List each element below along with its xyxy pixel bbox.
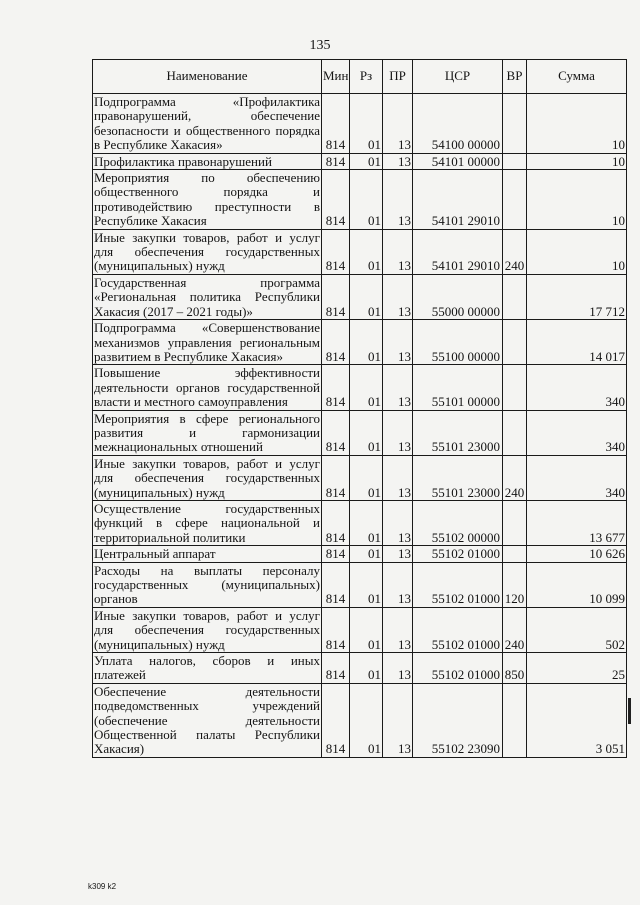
cell-name: Расходы на выплаты персоналу государственных (муниципальных) органов xyxy=(94,562,320,607)
cell-min: 814 xyxy=(322,153,350,169)
cell-sum: 340 xyxy=(527,455,627,500)
cell-name: Мероприятия в сфере регионального развития и гармонизации межнациональных отношений xyxy=(94,410,320,455)
cell-pr: 13 xyxy=(383,683,413,757)
cell-pr: 13 xyxy=(383,94,413,154)
cell-rz: 01 xyxy=(350,653,383,684)
cell-min: 814 xyxy=(322,365,350,410)
cell-sum: 502 xyxy=(527,607,627,652)
table-row xyxy=(93,607,627,652)
cell-min: 814 xyxy=(322,170,350,230)
cell-name: Повышение эффективности деятельности органов государственной власти и местного самоуправления xyxy=(94,365,320,410)
cell-sum: 10 xyxy=(527,229,627,274)
cell-csr: 55101 23000 xyxy=(413,410,503,455)
table-row xyxy=(93,94,627,154)
cell-pr: 13 xyxy=(383,607,413,652)
table-row xyxy=(93,546,627,562)
cell-pr: 13 xyxy=(383,320,413,365)
cell-vr xyxy=(503,683,527,757)
cell-vr: 120 xyxy=(503,562,527,607)
cell-name: Центральный аппарат xyxy=(93,546,322,562)
scan-mark xyxy=(628,698,631,724)
cell-vr xyxy=(503,410,527,455)
cell-rz: 01 xyxy=(350,607,383,652)
cell-rz: 01 xyxy=(350,365,383,410)
cell-pr: 13 xyxy=(383,365,413,410)
cell-min: 814 xyxy=(322,500,350,545)
cell-pr: 13 xyxy=(383,500,413,545)
cell-sum: 340 xyxy=(527,365,627,410)
cell-rz: 01 xyxy=(350,410,383,455)
cell-min: 814 xyxy=(322,607,350,652)
cell-name: Государственная программа «Региональная политика Республики Хакасия (2017 – 2021 годы)» xyxy=(94,274,320,319)
cell-csr: 55101 00000 xyxy=(413,365,503,410)
cell-csr: 55101 23000 xyxy=(413,455,503,500)
page-number: 135 xyxy=(309,38,331,53)
cell-vr xyxy=(503,274,527,319)
cell-pr: 13 xyxy=(383,562,413,607)
cell-csr: 54100 00000 xyxy=(413,94,503,154)
cell-sum: 10 626 xyxy=(527,546,627,562)
cell-min: 814 xyxy=(322,653,350,684)
cell-rz: 01 xyxy=(350,170,383,230)
cell-sum: 10 099 xyxy=(527,562,627,607)
table-row xyxy=(93,274,627,319)
cell-csr: 55102 01000 xyxy=(413,653,503,684)
cell-csr: 55102 01000 xyxy=(413,546,503,562)
cell-rz: 01 xyxy=(350,546,383,562)
cell-sum: 10 xyxy=(527,153,627,169)
cell-rz: 01 xyxy=(350,153,383,169)
cell-sum: 10 xyxy=(527,170,627,230)
header-vr: ВР xyxy=(503,60,527,94)
cell-sum: 10 xyxy=(527,94,627,154)
cell-csr: 54101 29010 xyxy=(413,170,503,230)
footer-code: k309 k2 xyxy=(88,882,117,891)
cell-pr: 13 xyxy=(383,410,413,455)
cell-name: Иные закупки товаров, работ и услуг для обеспечения государственных (муниципальных) нужд xyxy=(94,607,320,652)
table-row xyxy=(93,153,627,169)
cell-pr: 13 xyxy=(383,653,413,684)
header-sum: Сумма xyxy=(527,60,627,94)
cell-rz: 01 xyxy=(350,562,383,607)
cell-min: 814 xyxy=(322,562,350,607)
header-rz: Рз xyxy=(350,60,383,94)
cell-min: 814 xyxy=(322,546,350,562)
cell-name: Иные закупки товаров, работ и услуг для обеспечения государственных (муниципальных) нужд xyxy=(94,229,320,274)
table-row xyxy=(93,170,627,230)
cell-rz: 01 xyxy=(350,94,383,154)
cell-pr: 13 xyxy=(383,274,413,319)
table-row xyxy=(93,229,627,274)
cell-csr: 55102 00000 xyxy=(413,500,503,545)
cell-min: 814 xyxy=(322,94,350,154)
cell-pr: 13 xyxy=(383,455,413,500)
budget-table xyxy=(92,59,627,758)
table-header-row xyxy=(93,60,627,94)
cell-vr xyxy=(503,170,527,230)
cell-name: Уплата налогов, сборов и иных платежей xyxy=(94,653,320,683)
cell-sum: 17 712 xyxy=(527,274,627,319)
cell-name: Иные закупки товаров, работ и услуг для обеспечения государственных (муниципальных) нужд xyxy=(94,455,320,500)
cell-pr: 13 xyxy=(383,170,413,230)
table-row xyxy=(93,562,627,607)
cell-vr: 240 xyxy=(503,607,527,652)
header-csr: ЦСР xyxy=(413,60,503,94)
cell-vr xyxy=(503,320,527,365)
cell-vr xyxy=(503,94,527,154)
cell-vr xyxy=(503,546,527,562)
cell-rz: 01 xyxy=(350,320,383,365)
cell-pr: 13 xyxy=(383,153,413,169)
cell-csr: 55100 00000 xyxy=(413,320,503,365)
cell-csr: 55102 01000 xyxy=(413,562,503,607)
cell-min: 814 xyxy=(322,229,350,274)
cell-rz: 01 xyxy=(350,455,383,500)
table-row xyxy=(93,683,627,757)
table-row xyxy=(93,365,627,410)
cell-name: Подпрограмма «Совершенствование механизмов управления региональным развитием в Республике Хакасия» xyxy=(94,320,320,364)
cell-pr: 13 xyxy=(383,229,413,274)
cell-min: 814 xyxy=(322,455,350,500)
cell-rz: 01 xyxy=(350,500,383,545)
cell-vr: 850 xyxy=(503,653,527,684)
header-pr: ПР xyxy=(383,60,413,94)
cell-min: 814 xyxy=(322,683,350,757)
cell-vr xyxy=(503,500,527,545)
cell-csr: 55102 23090 xyxy=(413,683,503,757)
cell-pr: 13 xyxy=(383,546,413,562)
cell-csr: 55000 00000 xyxy=(413,274,503,319)
cell-min: 814 xyxy=(322,320,350,365)
cell-rz: 01 xyxy=(350,229,383,274)
header-min: Мин xyxy=(322,60,350,94)
table-row xyxy=(93,500,627,545)
cell-vr: 240 xyxy=(503,455,527,500)
cell-name: Подпрограмма «Профилактика правонарушений, обеспечение безопасности и общественного порядка в Республике Хакасия» xyxy=(94,94,320,153)
cell-vr: 240 xyxy=(503,229,527,274)
cell-sum: 340 xyxy=(527,410,627,455)
cell-name: Профилактика правонарушений xyxy=(93,153,322,169)
table-row xyxy=(93,455,627,500)
cell-csr: 55102 01000 xyxy=(413,607,503,652)
cell-csr: 54101 00000 xyxy=(413,153,503,169)
table-row xyxy=(93,653,627,684)
cell-rz: 01 xyxy=(350,274,383,319)
cell-vr xyxy=(503,365,527,410)
header-name: Наименование xyxy=(93,60,322,94)
cell-rz: 01 xyxy=(350,683,383,757)
cell-sum: 25 xyxy=(527,653,627,684)
cell-name: Мероприятия по обеспечению общественного порядка и противодействию преступности в Республике Хакасия xyxy=(94,170,320,229)
cell-sum: 14 017 xyxy=(527,320,627,365)
cell-csr: 54101 29010 xyxy=(413,229,503,274)
cell-sum: 3 051 xyxy=(527,683,627,757)
cell-min: 814 xyxy=(322,274,350,319)
cell-min: 814 xyxy=(322,410,350,455)
table-row xyxy=(93,410,627,455)
cell-name: Обеспечение деятельности подведомственных учреждений (обеспечение деятельности Общественной палаты Республики Хакасия) xyxy=(94,683,320,757)
cell-vr xyxy=(503,153,527,169)
cell-name: Осуществление государственных функций в сфере национальной и территориальной политики xyxy=(94,500,320,545)
table-row xyxy=(93,320,627,365)
cell-sum: 13 677 xyxy=(527,500,627,545)
